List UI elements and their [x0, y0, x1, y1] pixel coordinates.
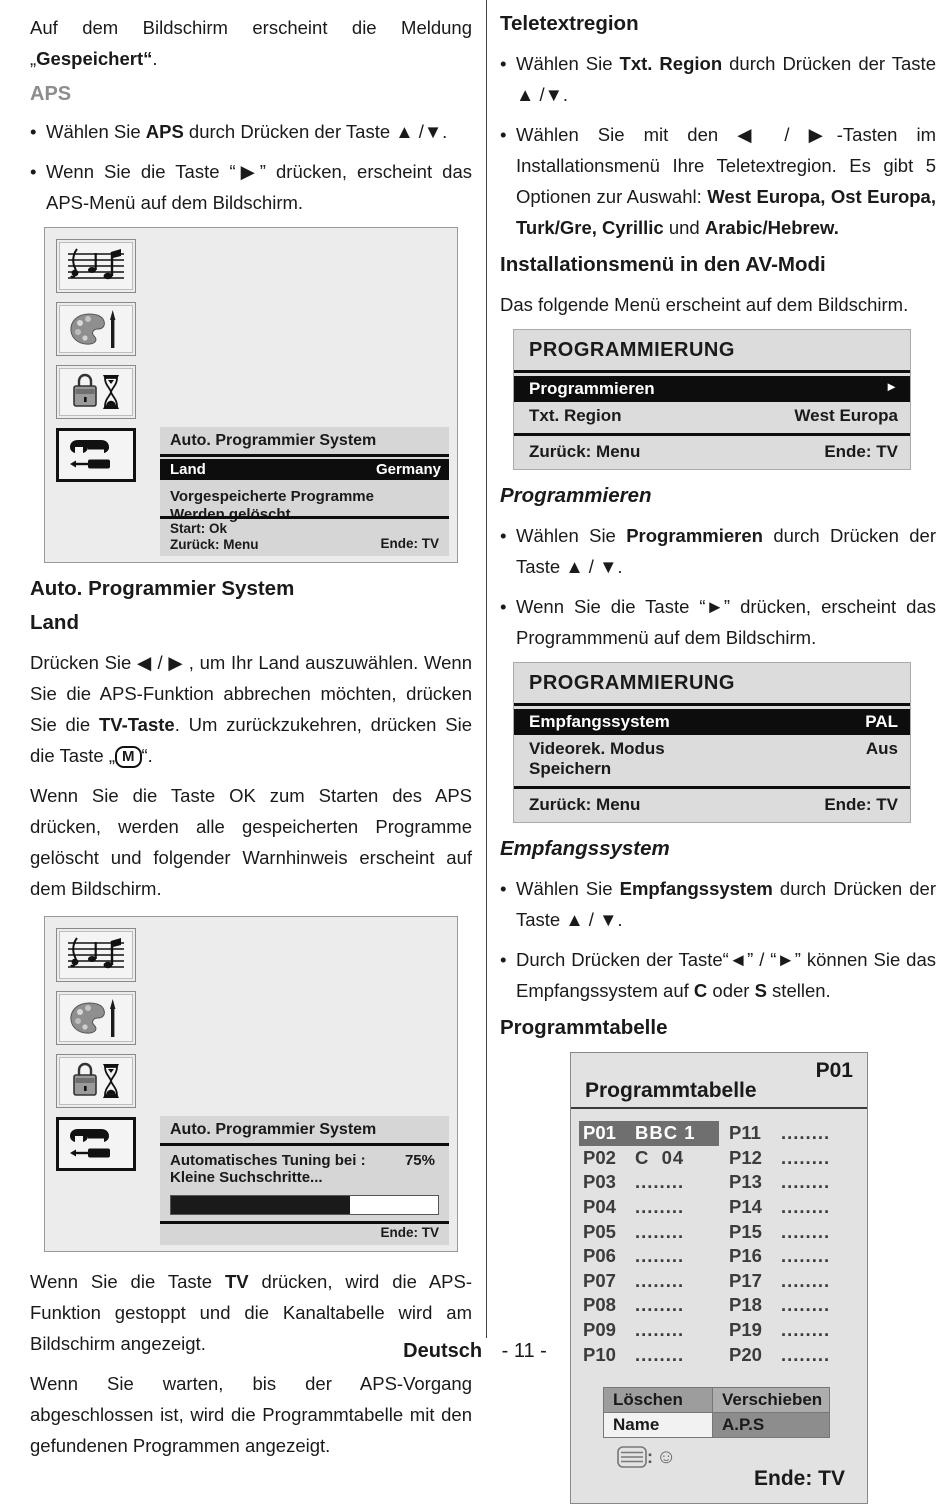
end-hint: Ende: TV — [380, 1225, 439, 1240]
text-run-bold: West Europa, Ost Europa, Turk/Gre, Cyrillic — [516, 186, 936, 238]
heading-teletextregion: Teletextregion — [500, 12, 639, 35]
smiley-icon: ☺ — [656, 1445, 677, 1468]
text-run: durch Drücken der Taste ▲ /▼. — [516, 53, 936, 105]
text-run: und — [663, 217, 705, 238]
music-notes-icon — [65, 246, 127, 286]
tuning-status-row — [160, 1146, 449, 1169]
program-list-right — [729, 1121, 857, 1367]
row-label: Speichern — [529, 759, 612, 778]
text-run: . — [152, 48, 158, 69]
program-number: P03 — [583, 1171, 616, 1193]
left-column — [30, 12, 472, 1470]
menu-tile-sound — [56, 239, 136, 293]
menu-footer — [160, 516, 449, 556]
bullet-marker: • — [500, 53, 507, 74]
program-entry — [583, 1219, 729, 1244]
menu-tile-sound — [56, 928, 136, 982]
programmierung-menu-2 — [513, 662, 911, 823]
heading-programmieren: Programmieren — [500, 484, 652, 507]
menu-title: PROGRAMMIERUNG — [514, 330, 910, 373]
program-number: P05 — [583, 1220, 616, 1242]
paragraph-aps-warning: Wenn Sie die Taste OK zum Starten des APS drücken, werden alle gespeicherten Programme gelöscht und folgender Warnhinweis erscheint auf dem Bildschirm. — [30, 785, 472, 899]
tuning-subtext: Kleine Suchschritte... — [170, 1169, 323, 1186]
bullet-marker: • — [30, 161, 37, 182]
text-run: drücken, wird die APS-Funktion gestoppt und die Kanaltabelle wird am Bildschirm angezeigt. — [30, 1271, 472, 1354]
program-name: ........ — [635, 1269, 685, 1291]
program-entry — [583, 1293, 729, 1318]
program-number: P20 — [729, 1343, 762, 1365]
program-number: P13 — [729, 1171, 762, 1193]
program-name: ........ — [781, 1319, 831, 1341]
program-entry — [729, 1293, 857, 1318]
text-run: Wählen Sie — [516, 525, 627, 546]
heading-aps: APS — [30, 83, 72, 105]
program-number: P14 — [729, 1196, 762, 1218]
text-run: durch Drücken der Taste ▲ / ▼. — [516, 525, 936, 577]
program-table-header — [571, 1053, 867, 1109]
screenshot-aps-menu — [44, 227, 458, 563]
program-entry — [583, 1170, 729, 1195]
program-entry — [729, 1269, 857, 1294]
colon-separator: : — [647, 1446, 653, 1467]
program-name: ........ — [781, 1171, 831, 1193]
menu-row-programmieren — [514, 376, 910, 402]
music-notes-icon — [65, 935, 127, 975]
program-name: ........ — [781, 1196, 831, 1218]
bullet-marker: • — [30, 121, 37, 142]
move-button-label: Verschieben — [713, 1387, 830, 1413]
text-run-bold: TV-Taste — [98, 714, 175, 735]
paragraph-land — [30, 647, 472, 771]
program-entry — [729, 1219, 857, 1244]
text-run-bold: Programmieren — [626, 525, 763, 546]
text-run-bold: Empfangssystem — [619, 878, 773, 899]
menu-title: PROGRAMMIERUNG — [514, 663, 910, 706]
program-number: P08 — [583, 1294, 616, 1316]
text-run: . Um zurückzukehren, drücken Sie die Taste „ — [30, 714, 472, 766]
program-name: ........ — [635, 1171, 685, 1193]
program-number: P17 — [729, 1269, 762, 1291]
menu-tile-install-selected — [56, 428, 136, 482]
wrench-screwdriver-icon — [66, 435, 126, 475]
text-run: durch Drücken der Taste ▲ /▼. — [183, 121, 448, 142]
land-label: Land — [170, 461, 206, 478]
program-name: ........ — [781, 1269, 831, 1291]
menu-tile-install-selected — [56, 1117, 136, 1171]
text-run-bold: Gespeichert“ — [36, 48, 153, 69]
screenshot-aps-progress — [44, 916, 458, 1252]
lock-hourglass-icon — [67, 370, 125, 414]
page-indicator: P01 — [815, 1059, 853, 1082]
program-entry — [729, 1195, 857, 1220]
language-label: Deutsch — [403, 1340, 483, 1362]
bullet-marker: • — [500, 525, 507, 546]
program-number: P11 — [729, 1122, 761, 1144]
page-footer — [0, 1340, 950, 1363]
program-name: ........ — [781, 1294, 831, 1316]
bullet-item — [500, 48, 936, 110]
palette-brush-icon — [67, 997, 125, 1039]
bullet-item — [500, 119, 936, 243]
program-number: P16 — [729, 1245, 762, 1267]
lock-hourglass-icon — [67, 1059, 125, 1103]
text-run-bold: APS — [145, 121, 184, 142]
menu-row-videorek — [514, 736, 910, 759]
row-value: West Europa — [794, 406, 898, 425]
text-run-bold: S — [754, 980, 767, 1001]
heading-land: Land — [30, 611, 79, 634]
program-entry — [729, 1318, 857, 1343]
program-entry — [729, 1170, 857, 1195]
warning-line2: Werden gelöscht — [170, 506, 291, 523]
heading-empfangssystem: Empfangssystem — [500, 837, 670, 860]
heading-programmtabelle: Programmtabelle — [500, 1016, 668, 1039]
program-name: ........ — [635, 1343, 685, 1365]
text-run: Wählen Sie — [516, 53, 620, 74]
teletext-smiley-hint — [617, 1446, 867, 1469]
menu-row-speichern — [514, 759, 910, 782]
program-entry — [583, 1244, 729, 1269]
aps-menu-title: Auto. Programmier System — [160, 427, 449, 457]
program-number: P18 — [729, 1294, 762, 1316]
program-name: ........ — [781, 1245, 831, 1267]
bullet-marker: • — [500, 124, 507, 145]
program-name: ........ — [635, 1220, 685, 1242]
aps-button-label: A.P.S — [713, 1413, 830, 1438]
back-hint: Zurück: Menu — [529, 795, 641, 814]
progress-fill — [171, 1196, 350, 1214]
text-run-bold: C — [693, 980, 708, 1001]
bullet-item — [30, 156, 472, 218]
end-hint: Ende: TV — [824, 442, 898, 461]
program-name: C 04 — [635, 1146, 685, 1168]
text-run: Wählen Sie — [516, 878, 620, 899]
program-name: ........ — [781, 1343, 831, 1365]
bullet-marker: • — [500, 878, 507, 899]
heading-installationsmenu-av: Installationsmenü in den AV-Modi — [500, 253, 826, 276]
bullet-item — [500, 591, 936, 653]
m-key-icon: M — [115, 746, 142, 768]
menu-footer — [160, 1221, 449, 1245]
aps-menu-panel — [160, 427, 449, 556]
end-hint: Ende: TV — [824, 795, 898, 814]
menu-row-empfangssystem — [514, 709, 910, 735]
end-hint: Ende: TV — [753, 1467, 845, 1490]
end-hint: Ende: TV — [380, 536, 439, 551]
program-number: P02 — [583, 1146, 616, 1168]
program-name: ........ — [635, 1196, 685, 1218]
program-entry — [729, 1244, 857, 1269]
start-hint: Start: Ok — [170, 521, 228, 536]
page-number: - 11 - — [501, 1340, 547, 1362]
menu-footer — [514, 433, 910, 469]
row-label: Videorek. Modus — [529, 739, 665, 758]
text-run: durch Drücken der Taste ▲ / ▼. — [516, 878, 936, 930]
right-arrow-icon: ► — [885, 379, 898, 394]
text-run: oder — [707, 980, 755, 1001]
text-run: Wenn Sie die Taste — [30, 1271, 225, 1292]
text-run: Durch Drücken der Taste“◄” / “►” können Sie das Empfangssystem auf — [516, 949, 936, 1001]
progress-bar — [170, 1195, 439, 1215]
program-name: ........ — [635, 1294, 685, 1316]
menu-row-txt-region — [514, 403, 910, 429]
text-run: stellen. — [766, 980, 831, 1001]
program-name: ........ — [781, 1220, 831, 1242]
program-number: P10 — [583, 1343, 616, 1365]
program-name: ........ — [635, 1245, 685, 1267]
program-entry — [583, 1146, 729, 1171]
paragraph-gespeichert — [30, 12, 472, 74]
program-entry — [583, 1195, 729, 1220]
text-run: Wenn Sie die Taste “▶” drücken, erscheint das APS-Menü auf dem Bildschirm. — [46, 161, 472, 213]
column-divider — [486, 0, 487, 1338]
tuning-percent: 75% — [404, 1152, 435, 1169]
program-number: P19 — [729, 1319, 762, 1341]
program-number: P06 — [583, 1245, 616, 1267]
heading-auto-programmier-system: Auto. Programmier System — [30, 577, 295, 600]
program-name: ........ — [781, 1146, 831, 1168]
back-hint: Zurück: Menu — [529, 442, 641, 461]
row-value: PAL — [865, 712, 898, 731]
tuning-label: Automatisches Tuning bei : — [170, 1152, 366, 1169]
bullet-item — [500, 873, 936, 935]
menu-tile-picture — [56, 302, 136, 356]
bullet-marker: • — [500, 596, 507, 617]
menu-tile-feature — [56, 365, 136, 419]
program-list-left — [583, 1121, 729, 1367]
paragraph-wait: Wenn Sie warten, bis der APS-Vorgang abgeschlossen ist, wird die Programmtabelle mit den gefundenen Programmen angezeigt. — [30, 1373, 472, 1456]
program-entry — [583, 1318, 729, 1343]
text-run-bold: TV — [224, 1271, 249, 1292]
aps-menu-title: Auto. Programmier System — [160, 1116, 449, 1146]
text-run: Auf dem Bildschirm erscheint die Meldung „ — [30, 17, 472, 69]
menu-row-land — [160, 459, 449, 480]
program-entry — [729, 1121, 857, 1146]
program-table-buttons — [603, 1387, 867, 1438]
palette-brush-icon — [67, 308, 125, 350]
program-number: P01 — [583, 1122, 616, 1144]
bullet-item — [500, 520, 936, 582]
programmierung-menu-1 — [513, 329, 911, 470]
bullet-item — [500, 944, 936, 1006]
back-hint: Zurück: Menu — [170, 537, 259, 552]
program-number: P04 — [583, 1196, 616, 1218]
program-table — [570, 1052, 868, 1504]
program-list — [571, 1109, 867, 1367]
program-number: P12 — [729, 1146, 762, 1168]
text-run: Wenn Sie die Taste “►” drücken, erscheint das Programmmenü auf dem Bildschirm. — [516, 596, 936, 648]
text-run: Drücken Sie ◀ / ▶ , um Ihr Land auszuwählen. Wenn Sie die APS-Funktion abbrechen möchten, drücken Sie die — [30, 652, 472, 735]
wrench-screwdriver-icon — [66, 1124, 126, 1164]
text-run: Wählen Sie — [46, 121, 146, 142]
row-label: Empfangssystem — [529, 712, 670, 731]
program-name: ........ — [781, 1122, 831, 1144]
bullet-marker: • — [500, 949, 507, 970]
row-label: Txt. Region — [529, 406, 622, 425]
program-number: P09 — [583, 1319, 616, 1341]
paragraph-following-menu: Das folgende Menü erscheint auf dem Bildschirm. — [500, 294, 909, 315]
text-run-bold: Txt. Region — [619, 53, 723, 74]
row-value: Aus — [865, 739, 898, 758]
text-run: Wählen Sie mit den ◀ / ▶-Tasten im Installationsmenü Ihre Teletextregion. Es gibt 5 Optionen zur Auswahl: — [516, 124, 936, 207]
program-entry — [583, 1269, 729, 1294]
program-number: P15 — [729, 1220, 762, 1242]
teletext-lines-icon — [617, 1446, 647, 1468]
row-label: Programmieren — [529, 379, 655, 398]
warning-line1: Vorgespeicherte Programme — [170, 488, 374, 505]
aps-progress-panel — [160, 1116, 449, 1245]
menu-footer — [514, 786, 910, 822]
land-value: Germany — [375, 461, 441, 478]
delete-button-label: Löschen — [603, 1387, 713, 1413]
bullet-item — [30, 116, 472, 147]
right-column — [500, 12, 936, 1504]
program-entry — [729, 1146, 857, 1171]
name-button-label: Name — [603, 1413, 713, 1438]
program-name: ........ — [635, 1319, 685, 1341]
menu-tile-picture — [56, 991, 136, 1045]
program-table-title: Programmtabelle — [585, 1079, 757, 1102]
program-number: P07 — [583, 1269, 616, 1291]
program-name: BBC 1 — [635, 1122, 696, 1144]
program-entry-selected — [579, 1121, 719, 1146]
text-run-bold: Arabic/Hebrew. — [704, 217, 839, 238]
menu-tile-feature — [56, 1054, 136, 1108]
text-run: “. — [141, 745, 153, 766]
